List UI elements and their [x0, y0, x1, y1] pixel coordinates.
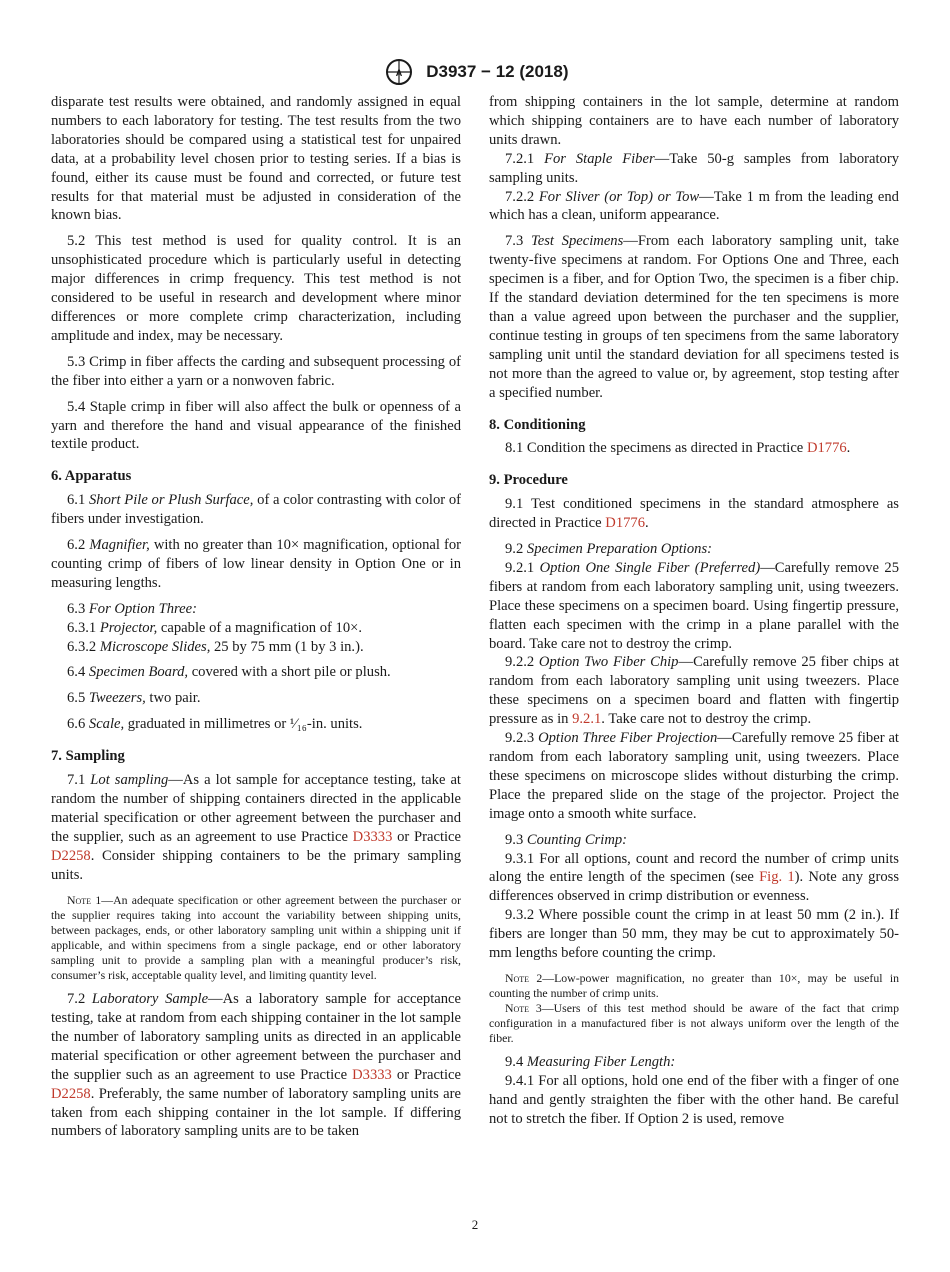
paragraph-6-6: 6.6 Scale, graduated in millimetres or ¹⁄₁₆-in. units. — [67, 716, 363, 733]
link-d2258[interactable]: D2258 — [51, 847, 91, 864]
right-column — [489, 93, 899, 1129]
paragraph-9-4: 9.4 Measuring Fiber Length: — [505, 1054, 676, 1071]
paragraph-9-3: 9.3 Counting Crimp: — [505, 831, 628, 848]
link-d3333[interactable]: D3333 — [352, 1066, 392, 1083]
section-heading-conditioning: 8. Conditioning — [489, 416, 586, 433]
paragraph-9-3-2: 9.3.2 Where possible count the crimp in at least 50 mm (2 in.). If fibers are longer than 50 mm, they may be cut to approximately 50-mm lengths before counting the crimp. — [489, 907, 899, 962]
paragraph-7-2-1: 7.2.1 For Staple Fiber—Take 50-g samples from laboratory sampling units. — [489, 150, 900, 186]
page-header — [0, 58, 950, 86]
link-d1776[interactable]: D1776 — [806, 440, 847, 457]
paragraph-6-3: 6.3 For Option Three: — [67, 600, 197, 617]
paragraph-9-4-1: 9.4.1 For all options, hold one end of the fiber with a finger of one hand and gently straighten the fiber with the other hand. Be careful not to stretch the fiber. If Option 2 is used, remove — [489, 1073, 899, 1128]
note-1: Note 1—An adequate specification or other agreement between the purchaser or the supplier requires taking into account the variability between shipping units, between packages, ends, or other laboratory sampling unit within a shipping unit if applicable, and within specimens from a single package, end or other laboratory sampling unit to provide a sampling plan with a meaningful producer’s risk, consumer’s risk, acceptable quality level, and limiting quantity level. — [51, 892, 461, 982]
paragraph-9-2: 9.2 Specimen Preparation Options: — [505, 541, 712, 558]
paragraph-6-4: 6.4 Specimen Board, covered with a short pile or plush. — [67, 664, 391, 681]
paragraph-7-2: 7.2 Laboratory Sample—As a laboratory sample for acceptance testing, take at random from each shipping container in the lot sample the number of laboratory sampling units as directed in an applicable material specification or other agreement between the purchaser and the supplier such as an agreement to use Practice D3333 or Practice D2258. Preferably, the same number of laboratory sampling units are taken from each shipping container in the lot sample. If differing numbers of laboratory sampling units are to be taken — [51, 991, 461, 1140]
svg-text:A: A — [395, 68, 402, 78]
left-column — [51, 93, 461, 1141]
link-d3333[interactable]: D3333 — [352, 828, 393, 845]
paragraph: disparate test results were obtained, and randomly assigned in equal numbers to each laboratory for testing. The test results from the two laboratories should be compared using a statistical test for unpaired data, at a probability level chosen prior to testing series. If a bias is found, either its cause must be found and corrected, or future test results for that material must be adjusted in consideration of the known bias. — [51, 94, 461, 224]
link-fig-1[interactable]: Fig. 1 — [759, 869, 795, 886]
link-9-2-1[interactable]: 9.2.1 — [572, 711, 602, 728]
paragraph-6-1: 6.1 Short Pile or Plush Surface, of a color contrasting with color of fibers under investigation. — [51, 492, 462, 528]
paragraph-9-3-1: 9.3.1 For all options, count and record the number of crimp units along the entire length of the specimen (see Fig. 1). Note any gross differences observed in crimp distribution or evenness. — [489, 850, 899, 905]
section-heading-sampling: 7. Sampling — [51, 748, 125, 765]
paragraph-6-5: 6.5 Tweezers, two pair. — [67, 690, 201, 707]
document-designation: D3937 − 12 (2018) — [426, 62, 569, 81]
link-d2258[interactable]: D2258 — [51, 1085, 91, 1102]
note-3: Note 3—Users of this test method should be aware of the fact that crimp configuration in a manufactured fiber is not always uniform over the length of the fiber. — [489, 1001, 899, 1046]
paragraph-9-2-2: 9.2.2 Option Two Fiber Chip—Carefully remove 25 fiber chips at random from each laboratory sampling unit using tweezers. Place these specimens on a specimen board and flatten with fingertip pressure as in 9.2.1. Take care not to destroy the crimp. — [489, 654, 899, 728]
paragraph: from shipping containers in the lot sample, determine at random which shipping containers are to have each number of laboratory units drawn. — [489, 94, 899, 148]
astm-logo-icon — [382, 58, 416, 86]
paragraph-5-2: 5.2 This test method is used for quality control. It is an unsophisticated procedure which is particularly useful in detecting major differences in crimp frequency. This test method is not considered to be useful in research and development where minor differences or more complete crimp characterization, including amplitude and index, may be necessary. — [51, 233, 461, 344]
link-d1776[interactable]: D1776 — [605, 515, 646, 532]
paragraph-6-3-1: 6.3.1 Projector, capable of a magnification of 10×. — [67, 619, 363, 636]
paragraph-8-1: 8.1 Condition the specimens as directed in Practice D1776. — [505, 440, 851, 457]
paragraph-9-2-3: 9.2.3 Option Three Fiber Projection—Carefully remove 25 fiber at random from each laboratory sampling unit, using tweezers. Place these specimens on microscope slides without disturbing the crimp. Place the prepared slide on the stage of the projector. Project the image onto a smooth white surface. — [489, 730, 899, 822]
page-number: 2 — [471, 1217, 479, 1232]
paragraph-6-3-2: 6.3.2 Microscope Slides, 25 by 75 mm (1 by 3 in.). — [67, 638, 364, 655]
paragraph-7-3: 7.3 Test Specimens—From each laboratory sampling unit, take twenty-five specimens at random. For Options One and Three, each specimen is a fiber, and for Option Two, the specimen is a fiber chip. If the standard deviation determined for the ten specimens is more than a value agreed upon between the purchaser and the supplier, continue testing in groups of ten specimens from the same laboratory sampling unit until the standard deviation for all specimens tested is not more than the agreed to value or, by agreement, stop testing after a specified number. — [489, 233, 899, 401]
paragraph-9-1: 9.1 Test conditioned specimens in the standard atmosphere as directed in Practice D1776. — [489, 496, 899, 532]
paragraph-9-2-1: 9.2.1 Option One Single Fiber (Preferred)—Carefully remove 25 fibers at random from each laboratory sampling unit, using tweezers. Place these specimens on a specimen board. Using fingertip pressure, flatten each specimen with the crimp in a plane parallel with the board. Take care not to destroy the crimp. — [489, 559, 899, 652]
note-2: Note 2—Low-power magnification, no greater than 10×, may be useful in counting the number of crimp units. — [489, 970, 899, 1001]
paragraph-5-3: 5.3 Crimp in fiber affects the carding and subsequent processing of the fiber into either a yarn or a nonwoven fabric. — [51, 353, 461, 389]
section-heading-procedure: 9. Procedure — [489, 472, 568, 489]
section-heading-apparatus: 6. Apparatus — [51, 468, 132, 485]
paragraph-5-4: 5.4 Staple crimp in fiber will also affect the bulk or openness of a yarn and therefore the hand and visual appearance of the finished textile product. — [51, 398, 461, 453]
paragraph-7-2-2: 7.2.2 For Sliver (or Top) or Tow—Take 1 m from the leading end which has a clean, uniform appearance. — [489, 188, 899, 224]
paragraph-6-2: 6.2 Magnifier, with no greater than 10× magnification, optional for counting crimp of fibers of low linear density in Option One or in measuring lengths. — [51, 537, 462, 591]
paragraph-7-1: 7.1 Lot sampling—As a lot sample for acceptance testing, take at random the number of shipping containers directed in the applicable material specification or other agreement between the purchaser and the supplier, such as an agreement to use Practice D3333 or Practice D2258. Consider shipping containers to be the primary sampling units. — [51, 772, 462, 883]
